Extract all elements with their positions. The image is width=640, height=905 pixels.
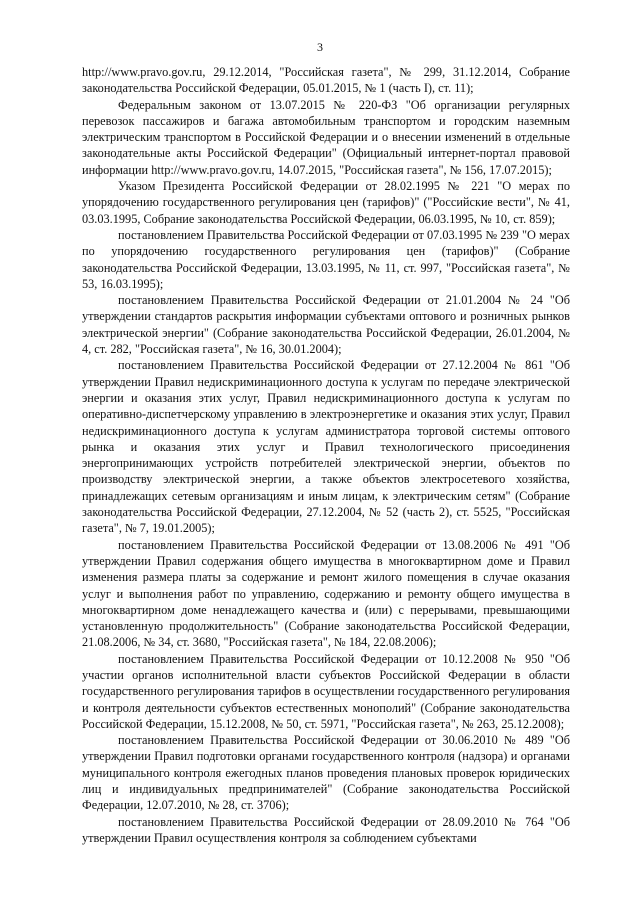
paragraph: постановлением Правительства Российской Федерации от 07.03.1995 № 239 "О мерах по упорядочению государственного регулирования цен (тарифов)" (Собрание законодательства Российской Федерации, 13.03.1995, № 11, ст. 997, "Российская газета", № 53, 16.03.1995); <box>82 227 570 291</box>
document-body <box>82 64 570 846</box>
page-number: 3 <box>317 40 323 54</box>
paragraph: Указом Президента Российской Федерации от 28.02.1995 № 221 "О мерах по упорядочению государственного регулирования цен (тарифов)" ("Российские вести", № 41, 03.03.1995, Собрание законодательства Российской Федерации, 06.03.1995, № 10, ст. 859); <box>82 179 570 226</box>
paragraph: постановлением Правительства Российской Федерации от 21.01.2004 № 24 "Об утверждении стандартов раскрытия информации субъектами оптового и розничных рынков электрической энергии" (Собрание законодательства Российской Федерации, 26.01.2004, № 4, ст. 282, "Российская газета", № 16, 30.01.2004); <box>82 293 570 357</box>
paragraph: http://www.pravo.gov.ru, 29.12.2014, "Российская газета", № 299, 31.12.2014, Собрание законодательства Российской Федерации, 05.01.2015, № 1 (часть I), ст. 11); <box>82 65 570 96</box>
paragraph: постановлением Правительства Российской Федерации от 30.06.2010 № 489 "Об утверждении Правил подготовки органами государственного контроля (надзора) и органами муниципального контроля ежегодных планов проведения плановых проверок юридических лиц и индивидуальных предпринимателей" (Собрание законодательства Российской Федерации, 12.07.2010, № 28, ст. 3706); <box>82 733 570 813</box>
paragraph: постановлением Правительства Российской Федерации от 10.12.2008 № 950 "Об участии органов исполнительной власти субъектов Российской Федерации в области государственного регулирования тарифов в осуществлении государственного регулирования и контроля деятельности субъектов естественных монополий" (Собрание законодательства Российской Федерации, 15.12.2008, № 50, ст. 5971, "Российская газета", № 263, 25.12.2008); <box>82 651 570 731</box>
paragraph: Федеральным законом от 13.07.2015 № 220-ФЗ "Об организации регулярных перевозок пассажиров и багажа автомобильным транспортом и городским наземным электрическим транспортом в Российской Федерации и о внесении изменений в отдельные законодательные акты Российской Федерации" (Официальный интернет-портал правовой информации http://www.pravo.gov.ru, 14.07.2015, "Российская газета", № 156, 17.07.2015); <box>82 97 570 177</box>
paragraph: постановлением Правительства Российской Федерации от 13.08.2006 № 491 "Об утверждении Правил содержания общего имущества в многоквартирном доме и Правил изменения размера платы за содержание и ремонт жилого помещения в случае оказания услуг и выполнения работ по управлению, содержанию и ремонту общего имущества в многоквартирном доме ненадлежащего качества и (или) с перерывами, превышающими установленную продолжительность" (Собрание законодательства Российской Федерации, 21.08.2006, № 34, ст. 3680, "Российская газета", № 184, 22.08.2006); <box>82 537 570 650</box>
paragraph: постановлением Правительства Российской Федерации от 27.12.2004 № 861 "Об утверждении Правил недискриминационного доступа к услугам по передаче электрической энергии и оказания этих услуг, Правил недискриминационного доступа к услугам по оперативно-диспетчерскому управлению в электроэнергетике и оказания этих услуг, Правил недискриминационного доступа к услугам администратора торговой системы оптового рынка и оказания этих услуг и Правил технологического присоединения энергопринимающих устройств потребителей электрической энергии, объектов по производству электрической энергии, а также объектов электросетевого хозяйства, принадлежащих сетевым организациям и иным лицам, к электрическим сетям" (Собрание законодательства Российской Федерации, 27.12.2004, № 52 (часть 2), ст. 5525, "Российская газета", № 7, 19.01.2005); <box>82 358 570 536</box>
paragraph: постановлением Правительства Российской Федерации от 28.09.2010 № 764 "Об утверждении Правил осуществления контроля за соблюдением субъектами <box>82 814 570 845</box>
